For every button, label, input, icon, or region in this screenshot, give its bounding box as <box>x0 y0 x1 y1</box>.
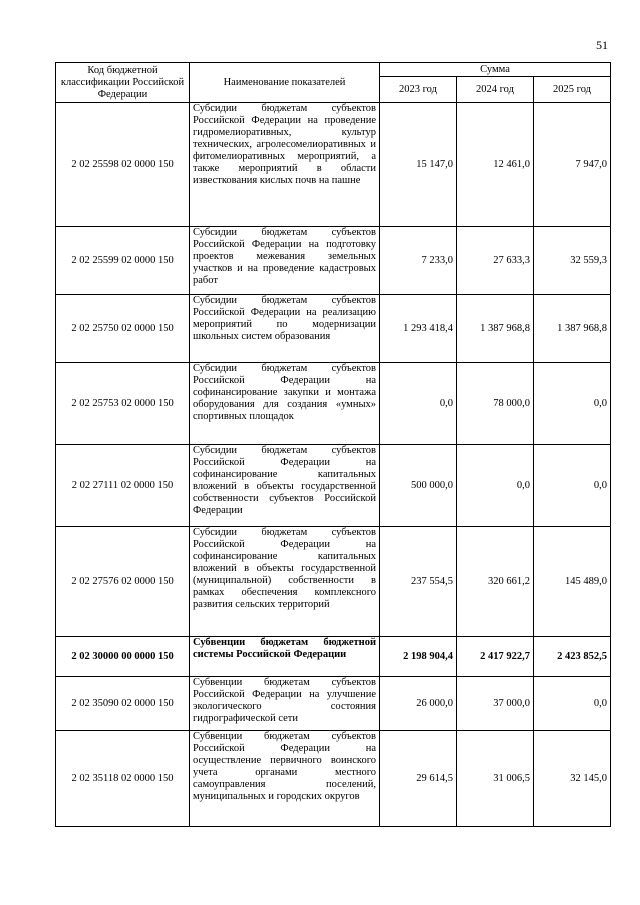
value-2023-cell: 29 614,5 <box>380 731 457 827</box>
name-cell: Субсидии бюджетам субъектов Российской Федерации на софинансирование капитальных вложений в объекты государственной (муниципальной) собственности в рамках обеспечения комплексного развития сельских территорий <box>190 527 380 637</box>
budget-table <box>55 62 611 827</box>
header-code: Код бюджетной классификации Российской Федерации <box>56 63 190 103</box>
table-row <box>56 103 611 227</box>
value-2025-cell: 7 947,0 <box>534 103 611 227</box>
code-cell: 2 02 27111 02 0000 150 <box>56 445 190 527</box>
code-cell: 2 02 35118 02 0000 150 <box>56 731 190 827</box>
name-cell: Субсидии бюджетам субъектов Российской Федерации на реализацию мероприятий по модернизации школьных систем образования <box>190 295 380 363</box>
value-2024-cell: 2 417 922,7 <box>457 637 534 677</box>
name-cell: Субвенции бюджетам бюджетной системы Российской Федерации <box>190 637 380 677</box>
value-2024-cell: 27 633,3 <box>457 227 534 295</box>
value-2024-cell: 1 387 968,8 <box>457 295 534 363</box>
value-2025-cell: 32 559,3 <box>534 227 611 295</box>
header-year-2025: 2025 год <box>534 77 611 103</box>
name-cell: Субсидии бюджетам субъектов Российской Федерации на софинансирование капитальных вложений в объекты государственной собственности субъектов Российской Федерации <box>190 445 380 527</box>
value-2025-cell: 32 145,0 <box>534 731 611 827</box>
table-header <box>56 63 611 103</box>
value-2023-cell: 2 198 904,4 <box>380 637 457 677</box>
value-2025-cell: 145 489,0 <box>534 527 611 637</box>
table-row <box>56 363 611 445</box>
table-body <box>56 103 611 827</box>
header-sum: Сумма <box>380 63 611 77</box>
value-2025-cell: 0,0 <box>534 677 611 731</box>
name-cell: Субвенции бюджетам субъектов Российской Федерации на осуществление первичного воинского учета органами местного самоуправления поселений, муниципальных и городских округов <box>190 731 380 827</box>
value-2024-cell: 12 461,0 <box>457 103 534 227</box>
header-year-2024: 2024 год <box>457 77 534 103</box>
name-cell: Субсидии бюджетам субъектов Российской Федерации на софинансирование закупки и монтажа оборудования для создания «умных» спортивных площадок <box>190 363 380 445</box>
table-row <box>56 295 611 363</box>
value-2024-cell: 78 000,0 <box>457 363 534 445</box>
code-cell: 2 02 30000 00 0000 150 <box>56 637 190 677</box>
table-row <box>56 731 611 827</box>
value-2024-cell: 320 661,2 <box>457 527 534 637</box>
name-cell: Субсидии бюджетам субъектов Российской Федерации на подготовку проектов межевания земельных участков и на проведение кадастровых работ <box>190 227 380 295</box>
code-cell: 2 02 25598 02 0000 150 <box>56 103 190 227</box>
table-row <box>56 677 611 731</box>
code-cell: 2 02 27576 02 0000 150 <box>56 527 190 637</box>
value-2025-cell: 0,0 <box>534 445 611 527</box>
value-2023-cell: 26 000,0 <box>380 677 457 731</box>
header-name: Наименование показателей <box>190 63 380 103</box>
value-2025-cell: 1 387 968,8 <box>534 295 611 363</box>
table-row <box>56 637 611 677</box>
value-2023-cell: 7 233,0 <box>380 227 457 295</box>
value-2025-cell: 2 423 852,5 <box>534 637 611 677</box>
code-cell: 2 02 25599 02 0000 150 <box>56 227 190 295</box>
table-row <box>56 227 611 295</box>
value-2023-cell: 237 554,5 <box>380 527 457 637</box>
value-2023-cell: 0,0 <box>380 363 457 445</box>
page-number: 51 <box>596 38 608 52</box>
name-cell: Субсидии бюджетам субъектов Российской Федерации на проведение гидромелиоративных, культур технических, агролесомелиоративных и фитомелиоративных мероприятий, а также мероприятий в области известкования кислых почв на пашне <box>190 103 380 227</box>
value-2024-cell: 31 006,5 <box>457 731 534 827</box>
code-cell: 2 02 25750 02 0000 150 <box>56 295 190 363</box>
value-2024-cell: 37 000,0 <box>457 677 534 731</box>
value-2023-cell: 1 293 418,4 <box>380 295 457 363</box>
name-cell: Субвенции бюджетам субъектов Российской Федерации на улучшение экологического состояния гидрографической сети <box>190 677 380 731</box>
value-2023-cell: 500 000,0 <box>380 445 457 527</box>
header-year-2023: 2023 год <box>380 77 457 103</box>
value-2024-cell: 0,0 <box>457 445 534 527</box>
code-cell: 2 02 35090 02 0000 150 <box>56 677 190 731</box>
code-cell: 2 02 25753 02 0000 150 <box>56 363 190 445</box>
table-row <box>56 445 611 527</box>
table-row <box>56 527 611 637</box>
value-2025-cell: 0,0 <box>534 363 611 445</box>
value-2023-cell: 15 147,0 <box>380 103 457 227</box>
